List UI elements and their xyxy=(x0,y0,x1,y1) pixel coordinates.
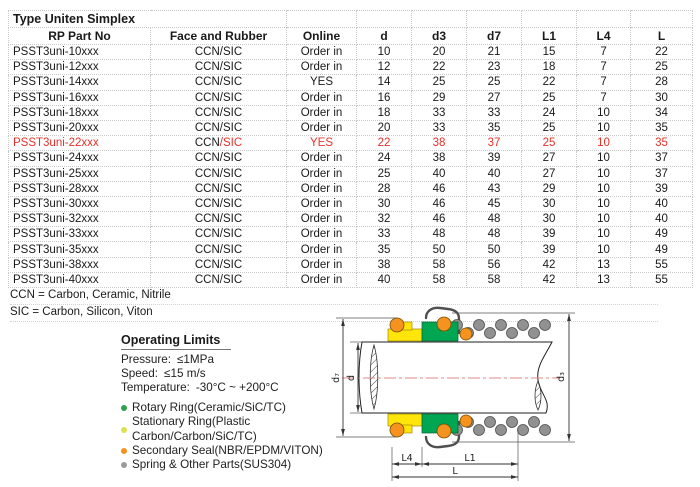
cell-d: 12 xyxy=(357,60,412,75)
cell-d: 30 xyxy=(357,196,412,211)
col-header-l4: L4 xyxy=(577,28,631,45)
cell-L: 37 xyxy=(631,166,693,181)
cell-d: 14 xyxy=(357,75,412,90)
cell-part: PSST3uni-40xxx xyxy=(9,272,151,287)
spec-table xyxy=(8,10,693,288)
cell-L4: 7 xyxy=(577,45,631,60)
legend-item: Stationary Ring(Plastic Carbon/Carbon/SiC/TC) xyxy=(121,415,351,444)
operating-limits-block xyxy=(121,331,351,472)
cell-d: 32 xyxy=(357,212,412,227)
cell-online: Order in xyxy=(287,196,357,211)
cell-d3: 33 xyxy=(412,105,467,120)
cell-L1: 39 xyxy=(522,227,577,242)
cell-d: 20 xyxy=(357,120,412,135)
cell-d: 40 xyxy=(357,272,412,287)
cell-part: PSST3uni-14xxx xyxy=(9,75,151,90)
cell-d7: 27 xyxy=(467,90,522,105)
cell-d: 25 xyxy=(357,166,412,181)
cell-d: 24 xyxy=(357,151,412,166)
spring-coil xyxy=(474,320,485,331)
cell-d3: 46 xyxy=(412,196,467,211)
cell-L: 35 xyxy=(631,120,693,135)
cell-d3: 33 xyxy=(412,120,467,135)
spring-coil xyxy=(485,328,496,339)
cell-L1: 22 xyxy=(522,75,577,90)
operating-limits-heading: Operating Limits xyxy=(121,333,231,350)
cell-d7: 56 xyxy=(467,257,522,272)
cell-L1: 27 xyxy=(522,166,577,181)
cell-L: 55 xyxy=(631,257,693,272)
cell-L1: 30 xyxy=(522,196,577,211)
cell-d7: 23 xyxy=(467,60,522,75)
cell-L: 40 xyxy=(631,212,693,227)
cell-online: Order in xyxy=(287,227,357,242)
cell-L1: 42 xyxy=(522,272,577,287)
spring-coil xyxy=(507,328,518,339)
cell-part: PSST3uni-12xxx xyxy=(9,60,151,75)
table-header-row xyxy=(9,28,693,45)
cell-L4: 13 xyxy=(577,257,631,272)
cell-face: CCN/SIC xyxy=(151,227,287,242)
table-row xyxy=(9,166,693,181)
cell-d: 33 xyxy=(357,227,412,242)
col-header-d3: d3 xyxy=(412,28,467,45)
spec-line: Temperature: -30°C ~ +200°C xyxy=(121,381,279,394)
operating-limits-specs xyxy=(121,353,351,395)
cell-d7: 40 xyxy=(467,166,522,181)
cell-face: CCN/SIC xyxy=(151,75,287,90)
cell-face: CCN/SIC xyxy=(151,242,287,257)
table-title-row xyxy=(9,11,693,28)
cell-online: Order in xyxy=(287,60,357,75)
table-row xyxy=(9,120,693,135)
col-header-part: RP Part No xyxy=(9,28,151,45)
cell-L1: 18 xyxy=(522,60,577,75)
cell-online: Order in xyxy=(287,120,357,135)
o-ring-bottom-2 xyxy=(437,424,451,438)
cell-d7: 37 xyxy=(467,136,522,151)
cell-L4: 10 xyxy=(577,227,631,242)
cell-d: 35 xyxy=(357,242,412,257)
cell-d7: 43 xyxy=(467,181,522,196)
spring-coil xyxy=(540,320,551,331)
cell-d: 16 xyxy=(357,90,412,105)
empty-cell xyxy=(577,11,631,28)
cell-L1: 25 xyxy=(522,90,577,105)
legend-bullet-icon xyxy=(121,405,127,411)
empty-cell xyxy=(412,11,467,28)
cell-d3: 38 xyxy=(412,136,467,151)
cell-L1: 24 xyxy=(522,105,577,120)
cell-L: 49 xyxy=(631,227,693,242)
col-header-l: L xyxy=(631,28,693,45)
cell-face: CCN/SIC xyxy=(151,257,287,272)
cell-L1: 25 xyxy=(522,120,577,135)
cell-L4: 7 xyxy=(577,60,631,75)
empty-cell xyxy=(287,11,357,28)
spring-coil xyxy=(529,328,540,339)
cell-d: 22 xyxy=(357,136,412,151)
table-row xyxy=(9,90,693,105)
cell-online: Order in xyxy=(287,151,357,166)
cell-d3: 29 xyxy=(412,90,467,105)
cell-d3: 48 xyxy=(412,227,467,242)
dim-label-l4: L4 xyxy=(401,453,413,464)
col-header-online: Online xyxy=(287,28,357,45)
cell-part: PSST3uni-25xxx xyxy=(9,166,151,181)
spring-coil xyxy=(485,417,496,428)
cell-d7: 50 xyxy=(467,242,522,257)
cell-d3: 58 xyxy=(412,272,467,287)
cell-part: PSST3uni-35xxx xyxy=(9,242,151,257)
cell-d3: 40 xyxy=(412,166,467,181)
cell-d3: 50 xyxy=(412,242,467,257)
cell-part: PSST3uni-28xxx xyxy=(9,181,151,196)
cell-face: CCN/SIC xyxy=(151,181,287,196)
cell-L1: 27 xyxy=(522,151,577,166)
o-ring-top-2 xyxy=(437,317,451,331)
cell-L4: 10 xyxy=(577,242,631,257)
legend-item: Rotary Ring(Ceramic/SiC/TC) xyxy=(121,401,351,415)
footnote-ccn: CCN = Carbon, Ceramic, Nitrile xyxy=(10,288,658,305)
legend-bullet-icon xyxy=(121,427,127,433)
cell-d: 18 xyxy=(357,105,412,120)
spring-coil xyxy=(518,320,529,331)
cell-L1: 39 xyxy=(522,242,577,257)
cell-L1: 29 xyxy=(522,181,577,196)
cell-L: 35 xyxy=(631,136,693,151)
cell-d7: 45 xyxy=(467,196,522,211)
cell-d3: 20 xyxy=(412,45,467,60)
cell-online: Order in xyxy=(287,90,357,105)
cell-d: 38 xyxy=(357,257,412,272)
spring-coil xyxy=(507,417,518,428)
cell-face: CCN/SIC xyxy=(151,45,287,60)
spec-table-body xyxy=(9,45,693,288)
table-row xyxy=(9,136,693,151)
legend-bullet-icon xyxy=(121,448,127,454)
spec-line: Pressure: ≤1MPa xyxy=(121,353,214,366)
cell-face: CCN/SIC xyxy=(151,166,287,181)
table-row xyxy=(9,105,693,120)
cell-L: 37 xyxy=(631,151,693,166)
table-row xyxy=(9,196,693,211)
cell-online: Order in xyxy=(287,45,357,60)
cell-L1: 42 xyxy=(522,257,577,272)
cell-L: 30 xyxy=(631,90,693,105)
cell-face: CCN/SIC xyxy=(151,90,287,105)
cell-part: PSST3uni-24xxx xyxy=(9,151,151,166)
dim-label-l1: L1 xyxy=(464,453,476,464)
cell-d7: 39 xyxy=(467,151,522,166)
cell-d7: 21 xyxy=(467,45,522,60)
cell-d7: 25 xyxy=(467,75,522,90)
o-ring-top-3 xyxy=(460,328,472,340)
col-header-l1: L1 xyxy=(522,28,577,45)
cell-face: CCN/SIC xyxy=(151,196,287,211)
cell-online: Order in xyxy=(287,272,357,287)
material-legend xyxy=(121,401,351,472)
spring-coil xyxy=(540,425,551,436)
cell-L: 39 xyxy=(631,181,693,196)
cell-d: 28 xyxy=(357,181,412,196)
table-row xyxy=(9,242,693,257)
legend-item: Spring & Other Parts(SUS304) xyxy=(121,458,351,472)
cell-face: CCN/SIC xyxy=(151,105,287,120)
cell-online: Order in xyxy=(287,212,357,227)
table-row xyxy=(9,151,693,166)
cell-L: 22 xyxy=(631,45,693,60)
cell-online: Order in xyxy=(287,105,357,120)
cell-online: YES xyxy=(287,75,357,90)
table-row xyxy=(9,75,693,90)
cell-L: 49 xyxy=(631,242,693,257)
spring-coil xyxy=(474,425,485,436)
empty-cell xyxy=(357,11,412,28)
cell-d3: 38 xyxy=(412,151,467,166)
cell-online: Order in xyxy=(287,166,357,181)
empty-cell xyxy=(631,11,693,28)
table-row xyxy=(9,272,693,287)
cell-part: PSST3uni-16xxx xyxy=(9,90,151,105)
table-row xyxy=(9,212,693,227)
o-ring-bottom-3 xyxy=(460,415,472,427)
cell-L4: 10 xyxy=(577,120,631,135)
table-row xyxy=(9,181,693,196)
cell-L4: 10 xyxy=(577,151,631,166)
cell-online: Order in xyxy=(287,242,357,257)
empty-cell xyxy=(467,11,522,28)
spring-coil xyxy=(518,425,529,436)
spring-coil xyxy=(496,320,507,331)
cell-L4: 10 xyxy=(577,166,631,181)
spec-line: Speed: ≤15 m/s xyxy=(121,367,206,380)
cell-L4: 10 xyxy=(577,212,631,227)
col-header-d7: d7 xyxy=(467,28,522,45)
cell-L4: 10 xyxy=(577,136,631,151)
cell-d3: 46 xyxy=(412,181,467,196)
cell-L1: 30 xyxy=(522,212,577,227)
spec-table-head-rows xyxy=(9,11,693,45)
cell-d: 10 xyxy=(357,45,412,60)
cell-d3: 22 xyxy=(412,60,467,75)
cell-face: CCN/SIC xyxy=(151,136,287,151)
cell-part: PSST3uni-30xxx xyxy=(9,196,151,211)
cell-face: CCN/SIC xyxy=(151,272,287,287)
table-row xyxy=(9,60,693,75)
spring-coil xyxy=(496,425,507,436)
cell-part: PSST3uni-33xxx xyxy=(9,227,151,242)
cell-d3: 58 xyxy=(412,257,467,272)
cell-L: 34 xyxy=(631,105,693,120)
empty-cell xyxy=(522,11,577,28)
cell-L4: 7 xyxy=(577,75,631,90)
cell-part: PSST3uni-20xxx xyxy=(9,120,151,135)
cell-part: PSST3uni-18xxx xyxy=(9,105,151,120)
cell-part: PSST3uni-38xxx xyxy=(9,257,151,272)
spring-coil xyxy=(529,417,540,428)
cell-d7: 58 xyxy=(467,272,522,287)
dim-label-d3: d₃ xyxy=(556,372,567,382)
dim-label-d: d xyxy=(346,374,357,382)
legend-bullet-icon xyxy=(121,462,127,468)
col-header-face: Face and Rubber xyxy=(151,28,287,45)
cell-face: CCN/SIC xyxy=(151,120,287,135)
cell-face: CCN/SIC xyxy=(151,212,287,227)
o-ring-bottom-1 xyxy=(390,423,404,437)
cell-L4: 13 xyxy=(577,272,631,287)
footnote-sic: SIC = Carbon, Silicon, Viton xyxy=(10,305,658,322)
page-title: Type Uniten Simplex xyxy=(9,11,287,28)
table-row xyxy=(9,257,693,272)
legend-item: Secondary Seal(NBR/EPDM/VITON) xyxy=(121,444,351,458)
dim-label-l: L xyxy=(452,466,458,477)
table-row xyxy=(9,45,693,60)
cell-L: 25 xyxy=(631,60,693,75)
o-ring-top-1 xyxy=(390,318,404,332)
seal-cross-section-diagram xyxy=(330,300,700,487)
dim-label-d7: d₇ xyxy=(331,373,342,383)
cell-L1: 15 xyxy=(522,45,577,60)
cell-online: Order in xyxy=(287,181,357,196)
cell-L4: 7 xyxy=(577,90,631,105)
cell-part: PSST3uni-32xxx xyxy=(9,212,151,227)
cell-online: Order in xyxy=(287,257,357,272)
cell-face: CCN/SIC xyxy=(151,151,287,166)
cell-face: CCN/SIC xyxy=(151,60,287,75)
cell-L: 55 xyxy=(631,272,693,287)
cell-d7: 35 xyxy=(467,120,522,135)
cell-d7: 48 xyxy=(467,212,522,227)
cell-L4: 10 xyxy=(577,196,631,211)
cell-d3: 25 xyxy=(412,75,467,90)
cell-L4: 10 xyxy=(577,105,631,120)
col-header-d: d xyxy=(357,28,412,45)
cell-d7: 33 xyxy=(467,105,522,120)
cell-d3: 46 xyxy=(412,212,467,227)
cell-d7: 48 xyxy=(467,227,522,242)
cell-L4: 10 xyxy=(577,181,631,196)
cell-L1: 25 xyxy=(522,136,577,151)
table-row xyxy=(9,227,693,242)
cell-online: YES xyxy=(287,136,357,151)
cell-part: PSST3uni-10xxx xyxy=(9,45,151,60)
cell-part: PSST3uni-22xxx xyxy=(9,136,151,151)
cell-L: 40 xyxy=(631,196,693,211)
cell-L: 28 xyxy=(631,75,693,90)
